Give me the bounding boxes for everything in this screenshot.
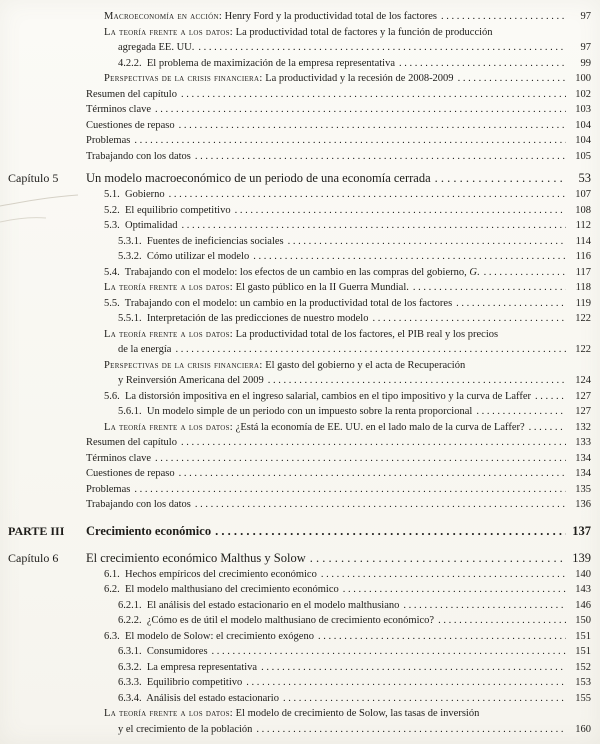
- entry-prefix: La teoría frente a los datos:: [104, 282, 234, 293]
- entry-text: Términos clave: [86, 452, 152, 464]
- entry-text: La productividad total de los factores, el PIB real y los precios: [233, 328, 499, 340]
- dot-leader: [399, 56, 566, 72]
- page-number: 151: [575, 646, 591, 657]
- page-number: 152: [575, 661, 591, 673]
- toc-line: [0, 133, 600, 149]
- dot-leader: [195, 497, 566, 513]
- page-number: 132: [575, 421, 591, 433]
- entry-prefix: La teoría frente a los datos:: [104, 328, 234, 340]
- toc-line: [0, 56, 600, 72]
- dot-leader: [198, 40, 566, 56]
- page-number: 160: [575, 723, 591, 735]
- dot-leader: [212, 644, 566, 660]
- dot-leader: [476, 404, 566, 420]
- toc-line: [0, 25, 600, 41]
- page-number: 119: [575, 297, 591, 309]
- toc-line: [0, 373, 600, 389]
- dot-leader: [283, 691, 566, 707]
- dot-leader: [321, 567, 566, 583]
- entry-text: Cuestiones de repaso: [86, 119, 175, 131]
- dot-leader: [182, 218, 567, 234]
- entry-text: Resumen del capítulo: [86, 88, 177, 100]
- entry-text: Trabajando con los datos: [86, 150, 191, 162]
- page-number: 124: [575, 375, 591, 386]
- toc-line: [0, 598, 600, 614]
- dot-leader: [181, 435, 566, 451]
- page-number: 118: [575, 282, 591, 293]
- toc-line: [0, 567, 600, 583]
- entry-prefix: Perspectivas de la crisis financiera:: [104, 73, 263, 84]
- toc-line: [0, 482, 600, 498]
- dot-leader: [535, 389, 566, 405]
- entry-text: Problemas: [86, 135, 131, 146]
- entry-text: Problemas: [86, 483, 131, 495]
- entry-text: 6.2.2. ¿Cómo es de útil el modelo malthusiano de crecimiento económico?: [118, 615, 435, 626]
- entry-prefix: La teoría frente a los datos:: [104, 26, 234, 38]
- toc-list: [0, 9, 600, 737]
- dot-leader: [343, 582, 566, 598]
- dot-leader: [134, 133, 566, 149]
- dot-leader: [268, 373, 566, 389]
- entry-text: 5.1. Gobierno: [104, 189, 165, 200]
- entry-text: El gasto público en la II Guerra Mundial.: [233, 282, 409, 293]
- page-number: 153: [575, 677, 591, 688]
- dot-leader: [155, 102, 566, 118]
- page-number: 146: [575, 599, 591, 611]
- toc-line: [0, 71, 600, 87]
- toc-line: [0, 629, 600, 645]
- entry-text: 5.3. Optimalidad: [104, 220, 178, 231]
- entry-text: Trabajando con los datos: [86, 499, 191, 510]
- page-number: 105: [575, 150, 591, 162]
- toc-line: [0, 218, 600, 234]
- page-number: 116: [575, 251, 591, 262]
- toc-line: [0, 118, 600, 134]
- dot-leader: [288, 234, 566, 250]
- toc-line: [0, 358, 600, 374]
- page-number: 122: [575, 344, 591, 355]
- dot-leader: [403, 598, 566, 614]
- toc-line: [0, 265, 600, 281]
- dot-leader: [413, 280, 566, 296]
- entry-text: 5.3.2. Cómo utilizar el modelo: [118, 251, 250, 262]
- toc-line: [0, 296, 600, 312]
- entry-text: 5.2. El equilibrio competitivo: [104, 204, 231, 216]
- toc-line: [0, 40, 600, 56]
- toc-line: [0, 497, 600, 513]
- entry-text: El modelo de crecimiento de Solow, las tasas de inversión: [233, 708, 480, 719]
- dot-leader: [261, 660, 566, 676]
- page-number: 151: [575, 630, 591, 642]
- toc-line: [0, 311, 600, 327]
- toc-line: [0, 435, 600, 451]
- toc-line: [0, 87, 600, 103]
- dot-leader: [235, 203, 566, 219]
- dot-leader: [310, 549, 566, 567]
- entry-text: 5.3.1. Fuentes de ineficiencias sociales: [118, 235, 284, 247]
- dot-leader: [458, 71, 566, 87]
- dot-leader: [134, 482, 566, 498]
- entry-text: 5.4. Trabajando con el modelo: los efectos de un cambio en las compras del gobierno,: [104, 266, 470, 278]
- page-number: 114: [575, 235, 591, 247]
- toc-line: [0, 249, 600, 265]
- toc-line: [0, 706, 600, 722]
- entry-text: Crecimiento económico: [86, 523, 212, 538]
- page-number: 136: [575, 499, 591, 510]
- page-number: 117: [575, 266, 591, 278]
- entry-text: 6.2. El modelo malthusiano del crecimiento económico: [104, 584, 339, 595]
- page-number: 155: [575, 692, 591, 704]
- toc-line: [0, 280, 600, 296]
- page-number: 104: [575, 119, 591, 131]
- dot-leader: [215, 522, 566, 540]
- page-number: 102: [575, 88, 591, 100]
- page-number: 140: [575, 568, 591, 580]
- dot-leader: [155, 451, 566, 467]
- entry-text: y el crecimiento de la población: [118, 723, 253, 735]
- entry-tail: .: [476, 266, 480, 278]
- toc-line: [0, 342, 600, 358]
- dot-leader: [181, 87, 566, 103]
- toc-line: [0, 187, 600, 203]
- dot-leader: [253, 249, 566, 265]
- dot-leader: [456, 296, 566, 312]
- page-number: 108: [575, 204, 591, 216]
- entry-prefix: La teoría frente a los datos:: [104, 708, 234, 719]
- entry-text: Resumen del capítulo: [86, 437, 177, 448]
- page-number: 97: [580, 42, 591, 53]
- entry-text: 6.3.4. Análisis del estado estacionario: [118, 692, 279, 704]
- gutter-label: PARTE III: [8, 523, 65, 538]
- page-number: 104: [575, 135, 591, 146]
- page-number: 53: [578, 171, 591, 185]
- toc-line: [0, 582, 600, 598]
- page-number: 135: [575, 483, 591, 495]
- page-number: 99: [580, 57, 591, 69]
- entry-text: La productividad y la recesión de 2008-2009: [262, 73, 454, 84]
- entry-text: 6.3. El modelo de Solow: el crecimiento exógeno: [104, 630, 314, 642]
- toc-line: [0, 549, 600, 567]
- entry-prefix: Macroeconomía en acción:: [104, 11, 223, 22]
- entry-text: agregada EE. UU.: [118, 42, 195, 53]
- dot-leader: [529, 420, 566, 436]
- entry-text: El crecimiento económico Malthus y Solow: [86, 550, 306, 565]
- page-number: 127: [575, 406, 591, 417]
- page-number: 134: [575, 468, 591, 479]
- toc-line: [0, 522, 600, 540]
- dot-leader: [175, 342, 566, 358]
- entry-text: Henry Ford y la productividad total de los factores: [222, 11, 437, 22]
- page-number: 137: [572, 523, 591, 538]
- page-number: 133: [575, 437, 591, 448]
- page-number: 97: [580, 11, 591, 22]
- page-number: 139: [572, 550, 591, 565]
- entry-text: 6.3.2. La empresa representativa: [118, 661, 258, 673]
- page-number: 150: [575, 615, 591, 626]
- dot-leader: [256, 722, 566, 738]
- entry-text: 6.1. Hechos empíricos del crecimiento económico: [104, 568, 317, 580]
- entry-text: Cuestiones de repaso: [86, 468, 175, 479]
- entry-text: 6.3.1. Consumidores: [118, 646, 208, 657]
- dot-leader: [372, 311, 566, 327]
- dot-leader: [435, 169, 566, 187]
- toc-line: [0, 675, 600, 691]
- dot-leader: [179, 118, 566, 134]
- entry-text: y Reinversión Americana del 2009: [118, 375, 264, 386]
- entry-text: El gasto del gobierno y el acta de Recuperación: [262, 359, 466, 371]
- toc-line: [0, 203, 600, 219]
- toc-line: [0, 722, 600, 738]
- toc-line: [0, 404, 600, 420]
- page-number: 112: [575, 220, 591, 231]
- page-number: 122: [575, 313, 591, 324]
- page-number: 134: [575, 452, 591, 464]
- entry-text: Un modelo macroeconómico de un periodo de una economía cerrada: [86, 171, 431, 185]
- toc-line: [0, 691, 600, 707]
- toc-line: [0, 660, 600, 676]
- entry-prefix: Perspectivas de la crisis financiera:: [104, 359, 263, 371]
- entry-text: ¿Está la economía de EE. UU. en el lado malo de la curva de Laffer?: [233, 421, 525, 433]
- entry-text: La productividad total de factores y la función de producción: [233, 26, 493, 38]
- dot-leader: [246, 675, 566, 691]
- dot-leader: [179, 466, 566, 482]
- dot-leader: [169, 187, 566, 203]
- toc-line: [0, 9, 600, 25]
- dot-leader: [441, 9, 566, 25]
- entry-italic: G: [469, 266, 477, 278]
- dot-leader: [484, 265, 566, 281]
- toc-line: [0, 420, 600, 436]
- entry-text: 5.5.1. Interpretación de las predicciones de nuestro modelo: [118, 313, 369, 324]
- entry-text: Términos clave: [86, 104, 152, 115]
- toc-line: [0, 327, 600, 343]
- page-number: 127: [575, 390, 591, 402]
- page-number: 103: [575, 104, 591, 115]
- page-number: 100: [575, 73, 591, 84]
- entry-text: 6.2.1. El análisis del estado estacionario en el modelo malthusiano: [118, 599, 400, 611]
- toc-line: [0, 451, 600, 467]
- dot-leader: [318, 629, 566, 645]
- entry-text: 5.5. Trabajando con el modelo: un cambio en la productividad total de los factores: [104, 297, 453, 309]
- toc-line: [0, 149, 600, 165]
- toc-line: [0, 169, 600, 187]
- entry-text: de la energía: [118, 344, 172, 355]
- toc-line: [0, 644, 600, 660]
- gutter-label: Capítulo 5: [8, 171, 59, 185]
- toc-line: [0, 102, 600, 118]
- page-number: 107: [575, 189, 591, 200]
- entry-text: 4.2.2. El problema de maximización de la empresa representativa: [118, 57, 395, 69]
- entry-text: 6.3.3. Equilibrio competitivo: [118, 677, 243, 688]
- toc-line: [0, 234, 600, 250]
- toc-line: [0, 613, 600, 629]
- entry-text: 5.6. La distorsión impositiva en el ingreso salarial, cambios en el tipo impositivo y la curva de Laffer: [104, 390, 531, 402]
- toc-line: [0, 466, 600, 482]
- dot-leader: [195, 149, 566, 165]
- toc-line: [0, 389, 600, 405]
- page-number: 143: [575, 584, 591, 595]
- dot-leader: [438, 613, 566, 629]
- entry-prefix: La teoría frente a los datos:: [104, 421, 234, 433]
- gutter-label: Capítulo 6: [8, 550, 59, 565]
- entry-text: 5.6.1. Un modelo simple de un periodo con un impuesto sobre la renta proporcional: [118, 406, 473, 417]
